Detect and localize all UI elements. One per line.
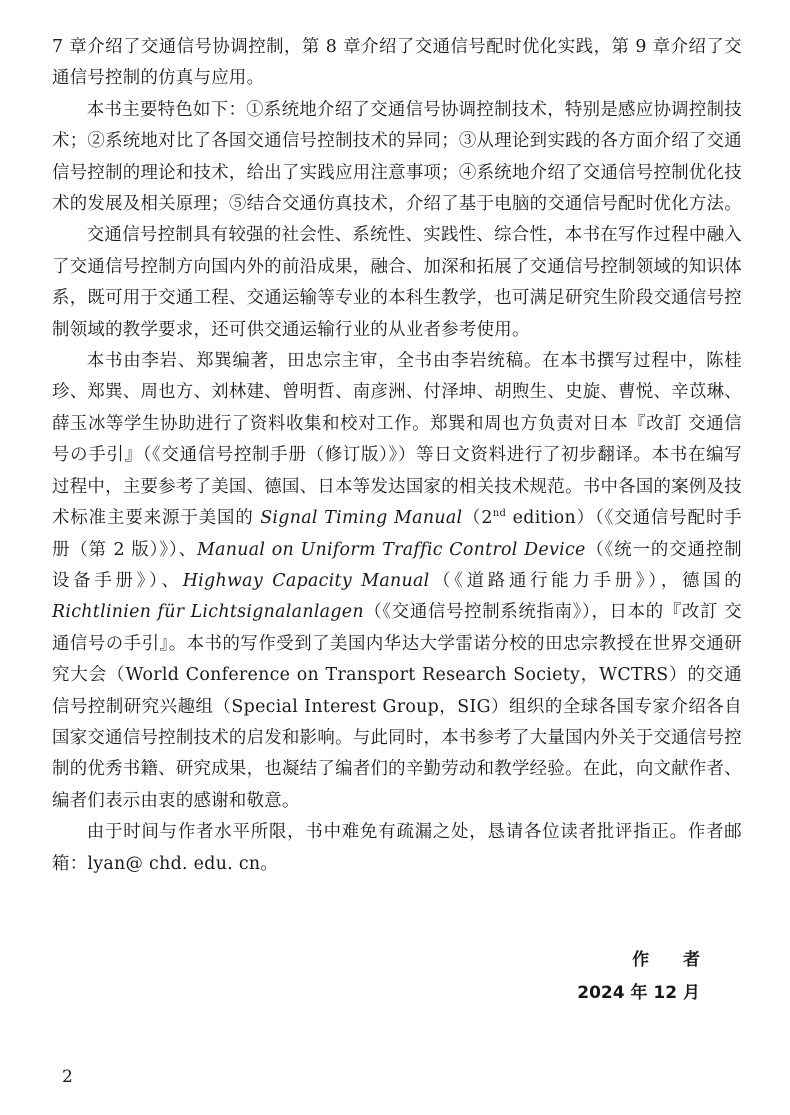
paragraph xyxy=(52,817,742,880)
text-run: （《交通信号控制系统指南》），日本的『改訂 交通信号の手引』。本书的写作受到了美国内华达大学雷诺分校的田忠宗教授在世界交通研究大会（World Conference on Transport Research Society，WCTRS）的交通信号控制研究兴趣组（Special Interest Group，SIG）组织的全球各国专家介绍各自国家交通信号控制技术的启发和影响。与此同时，本书参考了大量国内外关于交通信号控制的优秀书籍、研究成果，也凝结了编者们的辛勤劳动和教学经验。在此，向文献作者、编者们表示由衷的感谢和敬意。 xyxy=(52,602,742,811)
text-run: （2 xyxy=(462,508,493,529)
text-run: 7 章介绍了交通信号协调控制，第 8 章介绍了交通信号配时优化实践，第 9 章介绍了交通信号控制的仿真与应用。 xyxy=(52,37,742,89)
text-run: 由于时间与作者水平所限，书中难免有疏漏之处，恳请各位读者批评指正。作者邮箱：lyan@ chd. edu. cn。 xyxy=(52,822,742,874)
text-run: 本书由李岩、郑巽编著，田忠宗主审，全书由李岩统稿。在本书撰写过程中，陈桂珍、郑巽、周也方、刘林建、曾明哲、南彦洲、付泽坤、胡煦生、史旋、曹悦、辛苡琳、薛玉冰等学生协助进行了资料收集和校对工作。郑巽和周也方负责对日本『改訂 交通信号の手引』（《交通信号控制手册（修订版）》）等日文资料进行了初步翻译。本书在编写过程中，主要参考了美国、德国、日本等发达国家的相关技术规范。书中各国的案例及技术标准主要来源于美国的 xyxy=(52,351,742,529)
paragraph xyxy=(52,220,742,346)
text-run: （《道路通行能力手册》），德国的 xyxy=(429,570,742,591)
italic-title: Manual on Uniform Traffic Control Device xyxy=(196,539,586,560)
text-run: 本书主要特色如下：①系统地介绍了交通信号协调控制技术，特别是感应协调控制技术；②系统地对比了各国交通信号控制技术的异同；③从理论到实践的各方面介绍了交通信号控制的理论和技术，给出了实践应用注意事项；④系统地介绍了交通信号控制优化技术的发展及相关原理；⑤结合交通仿真技术，介绍了基于电脑的交通信号配时优化方法。 xyxy=(52,99,742,215)
paragraph xyxy=(52,32,742,95)
text-run: 交通信号控制具有较强的社会性、系统性、实践性、综合性，本书在写作过程中融入了交通信号控制方向国内外的前沿成果，融合、加深和拓展了交通信号控制领域的知识体系，既可用于交通工程、交通运输等专业的本科生教学，也可满足研究生阶段交通信号控制领域的教学要求，还可供交通运输行业的从业者参考使用。 xyxy=(52,225,742,340)
page-number: 2 xyxy=(62,1067,73,1087)
text-run: （《统一的交通控制设备手册》）、 xyxy=(52,539,742,591)
italic-title: Signal Timing Manual xyxy=(260,508,463,529)
paragraph xyxy=(52,346,742,817)
document-body xyxy=(52,32,742,880)
paragraph xyxy=(52,95,742,221)
superscript: nd xyxy=(492,508,507,520)
italic-title: Highway Capacity Manual xyxy=(182,570,430,591)
signature-author: 作 者 xyxy=(632,950,714,970)
text-run: edition）（《交通信号配时手册（第 2 版）》）、 xyxy=(52,508,742,560)
italic-title: Richtlinien für Lichtsignalanlagen xyxy=(52,602,364,623)
signature-date: 2024 年 12 月 xyxy=(577,983,700,1003)
